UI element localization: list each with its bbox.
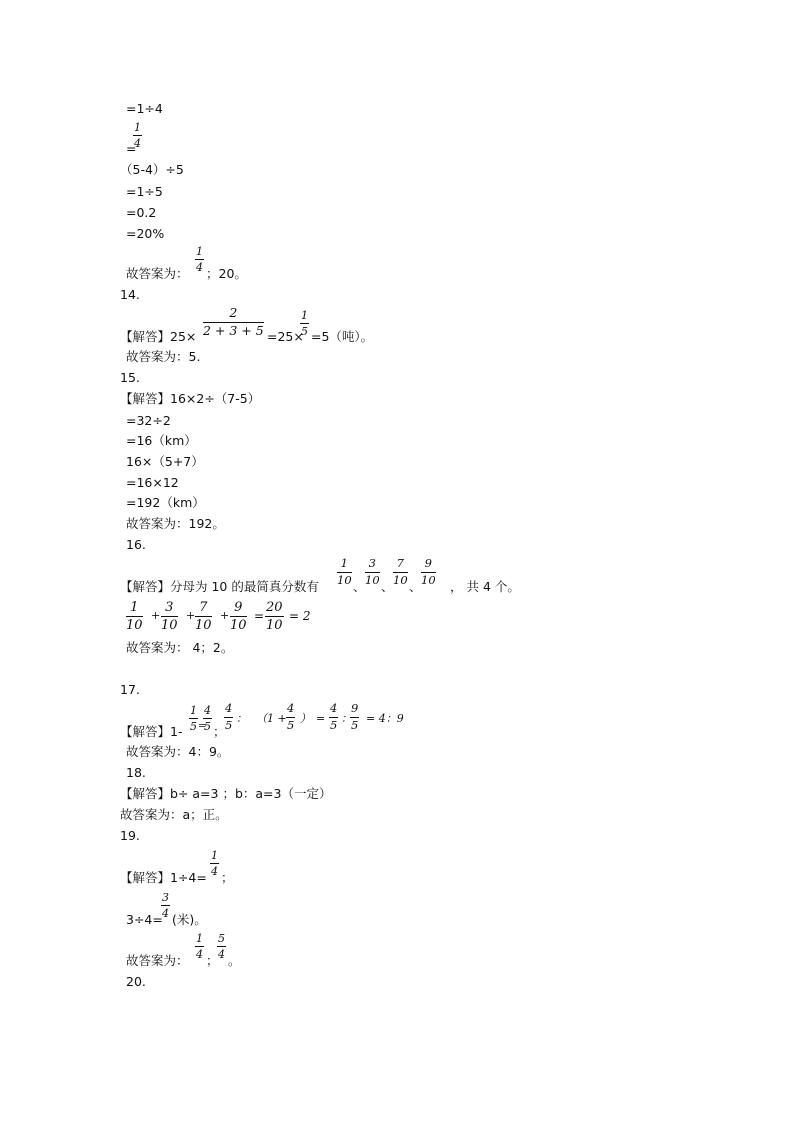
fraction (393, 558, 408, 586)
fraction-denominator: 4 (134, 137, 141, 150)
fraction (161, 601, 178, 632)
fraction (203, 307, 264, 337)
fraction (421, 558, 436, 586)
fraction (329, 703, 338, 731)
separator: 、 (409, 579, 422, 594)
fraction-numerator: 7 (396, 556, 404, 570)
answer-line: 故答案为： (126, 953, 189, 968)
solution-line: 【解答】1- (120, 724, 183, 739)
equals-sign: = (316, 712, 326, 725)
fraction-numerator: 1 (211, 849, 218, 862)
solution-line: ， 共 4 个。 (450, 579, 520, 594)
fraction (195, 933, 204, 960)
fraction (300, 310, 309, 337)
unit-label: (米)。 (172, 912, 207, 927)
question-number: 17. (120, 682, 140, 697)
colon: ： (341, 712, 352, 725)
solution-line: 【解答】b÷ a=3 ；b：a=3（一定） (120, 786, 332, 801)
answer-suffix: ；20。 (206, 266, 247, 281)
fraction-denominator: 10 (230, 618, 247, 633)
fraction (230, 601, 247, 632)
fraction (195, 246, 204, 273)
fraction-denominator: 5 (204, 720, 211, 733)
fraction-numerator: 1 (190, 704, 197, 717)
answer-line: 故答案为：5. (126, 349, 201, 364)
fraction-numerator: 1 (340, 556, 348, 570)
fraction-numerator: 4 (225, 701, 233, 715)
fraction-numerator: 9 (351, 701, 359, 715)
fraction-numerator: 1 (130, 600, 139, 615)
fraction-denominator: 5 (225, 717, 233, 732)
calc-line: =0.2 (126, 205, 157, 220)
separator: ； (206, 953, 219, 968)
fraction-numerator: 3 (162, 891, 169, 904)
fraction-numerator: 3 (368, 556, 376, 570)
solution-line: 【解答】25× (120, 329, 197, 344)
question-number: 20. (126, 974, 146, 989)
separator: 、 (381, 579, 394, 594)
fraction-numerator: 1 (301, 309, 308, 322)
fraction-denominator: 5 (351, 717, 359, 732)
separator: ； (213, 724, 226, 739)
fraction-denominator: 5 (330, 717, 338, 732)
fraction-denominator: 10 (195, 618, 212, 633)
equals-sign: = (198, 721, 207, 732)
fraction (365, 558, 380, 586)
result-value: = 2 (289, 609, 311, 623)
answer-line: 故答案为：4：9。 (126, 744, 230, 759)
fraction-denominator: 5 (190, 720, 197, 733)
calc-line: =16（km） (126, 433, 197, 448)
fraction-denominator: 10 (266, 618, 283, 633)
fraction-numerator: 4 (204, 704, 211, 717)
calc-line: =1÷4 (126, 101, 163, 116)
calc-line: （5-4）÷5 (120, 162, 184, 177)
fraction-numerator: 9 (424, 556, 432, 570)
fraction (337, 558, 352, 586)
fraction-denominator: 2 + 3 + 5 (203, 322, 264, 338)
fraction-numerator: 4 (330, 701, 338, 715)
plus-sign: + (186, 609, 196, 622)
period: 。 (228, 953, 241, 968)
ratio-result: = 4：9 (366, 712, 404, 725)
fraction-numerator: 9 (234, 600, 243, 615)
separator: 、 (353, 579, 366, 594)
fraction-numerator: 1 (196, 245, 203, 258)
equals-sign: = (254, 609, 265, 623)
calc-line: =1÷5 (126, 184, 163, 199)
solution-line: 3÷4= (126, 912, 163, 927)
fraction-denominator: 10 (421, 572, 436, 587)
question-number: 15. (120, 370, 140, 385)
solution-line: 【解答】1÷4= (120, 870, 207, 885)
fraction (217, 933, 226, 960)
solution-line: =5（吨）。 (311, 329, 374, 344)
fraction-denominator: 4 (196, 261, 203, 274)
colon: ： (236, 712, 247, 725)
fraction (265, 601, 284, 632)
answer-line: 故答案为：192。 (126, 516, 225, 531)
fraction (189, 705, 198, 732)
calc-line: =20% (126, 226, 165, 241)
answer-line: 故答案为： (126, 266, 189, 281)
plus-sign: + (151, 609, 161, 622)
fraction-numerator: 1 (196, 932, 203, 945)
calc-line: = (126, 141, 137, 156)
fraction (161, 892, 170, 919)
fraction-numerator: 5 (218, 932, 225, 945)
paren-close: ） (300, 712, 311, 725)
answer-line: 故答案为：a；正。 (120, 807, 228, 822)
fraction-denominator: 4 (196, 948, 203, 961)
question-number: 19. (120, 828, 140, 843)
calc-line: =192（km） (126, 495, 205, 510)
fraction-denominator: 4 (162, 907, 169, 920)
calc-line: 16×（5+7） (126, 454, 204, 469)
fraction-denominator: 10 (393, 572, 408, 587)
solution-line: 【解答】分母为 10 的最简真分数有 (120, 579, 319, 594)
fraction-denominator: 10 (161, 618, 178, 633)
question-number: 18. (126, 765, 146, 780)
fraction-numerator: 2 (229, 305, 238, 320)
fraction-numerator: 20 (266, 600, 283, 615)
fraction-numerator: 7 (199, 600, 208, 615)
fraction-denominator: 10 (126, 618, 143, 633)
fraction (350, 703, 359, 731)
fraction-denominator: 4 (211, 865, 218, 878)
fraction-denominator: 10 (337, 572, 352, 587)
fraction (210, 850, 219, 877)
paren-open: （1 + (256, 712, 287, 725)
question-number: 14. (120, 287, 140, 302)
calc-line: =16×12 (126, 475, 179, 490)
fraction (203, 705, 212, 732)
separator: ； (221, 870, 234, 885)
fraction (224, 703, 233, 731)
solution-line: 【解答】16×2÷（7-5） (120, 391, 261, 406)
calc-line: =32÷2 (126, 413, 171, 428)
fraction-denominator: 5 (301, 325, 308, 338)
fraction (133, 122, 142, 149)
fraction-denominator: 4 (218, 948, 225, 961)
plus-sign: + (220, 609, 230, 622)
fraction-numerator: 3 (165, 600, 174, 615)
fraction (195, 601, 212, 632)
fraction-numerator: 1 (134, 121, 141, 134)
question-number: 16. (126, 537, 146, 552)
fraction (126, 601, 143, 632)
answer-line: 故答案为： 4；2。 (126, 640, 234, 655)
fraction-numerator: 4 (287, 701, 295, 715)
fraction (286, 703, 295, 731)
solution-line: =25× (267, 329, 304, 344)
fraction-denominator: 5 (287, 717, 295, 732)
fraction-denominator: 10 (365, 572, 380, 587)
